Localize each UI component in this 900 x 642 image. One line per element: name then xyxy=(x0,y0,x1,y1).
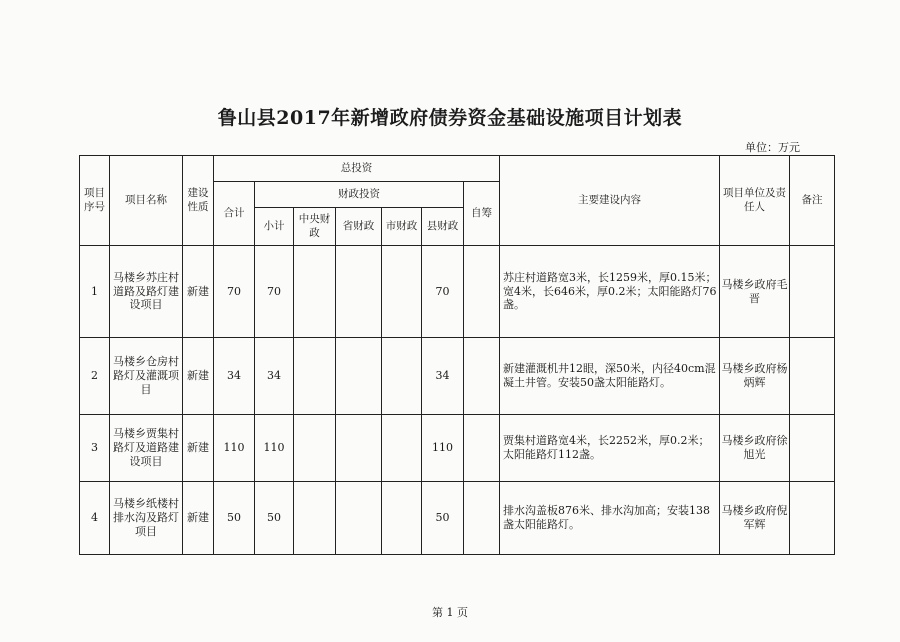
row-subtotal: 110 xyxy=(255,415,294,482)
row-central xyxy=(294,415,336,482)
row-county: 34 xyxy=(422,338,464,415)
row-city xyxy=(382,246,422,338)
row-name: 马楼乡苏庄村道路及路灯建设项目 xyxy=(110,246,183,338)
row-self xyxy=(464,415,500,482)
row-total: 34 xyxy=(214,338,255,415)
row-owner: 马楼乡政府倪军辉 xyxy=(720,482,790,555)
header-nature: 建设性质 xyxy=(183,156,214,246)
row-county: 50 xyxy=(422,482,464,555)
header-remark: 备注 xyxy=(790,156,835,246)
row-city xyxy=(382,338,422,415)
row-province xyxy=(336,482,382,555)
row-subtotal: 34 xyxy=(255,338,294,415)
row-name: 马楼乡仓房村路灯及灌溉项目 xyxy=(110,338,183,415)
row-total: 50 xyxy=(214,482,255,555)
row-central xyxy=(294,482,336,555)
row-self xyxy=(464,338,500,415)
row-province xyxy=(336,415,382,482)
header-city: 市财政 xyxy=(382,208,422,246)
row-name: 马楼乡贾集村路灯及道路建设项目 xyxy=(110,415,183,482)
header-fiscal: 财政投资 xyxy=(255,182,464,208)
page-number: 第 1 页 xyxy=(432,606,468,619)
row-nature: 新建 xyxy=(183,338,214,415)
header-self: 自筹 xyxy=(464,182,500,246)
header-county: 县财政 xyxy=(422,208,464,246)
row-central xyxy=(294,338,336,415)
header-total-investment: 总投资 xyxy=(214,156,500,182)
row-remark xyxy=(790,246,835,338)
row-nature: 新建 xyxy=(183,415,214,482)
row-owner: 马楼乡政府杨炳辉 xyxy=(720,338,790,415)
row-subtotal: 70 xyxy=(255,246,294,338)
header-province: 省财政 xyxy=(336,208,382,246)
row-city xyxy=(382,415,422,482)
header-central: 中央财政 xyxy=(294,208,336,246)
row-total: 70 xyxy=(214,246,255,338)
table-row xyxy=(80,246,835,338)
header-total: 合计 xyxy=(214,182,255,246)
row-no: 1 xyxy=(80,246,110,338)
row-nature: 新建 xyxy=(183,482,214,555)
row-content: 苏庄村道路宽3米，长1259米，厚0.15米；宽4米，长646米，厚0.2米；太阳能路灯76盏。 xyxy=(500,246,720,338)
row-owner: 马楼乡政府徐旭光 xyxy=(720,415,790,482)
row-county: 70 xyxy=(422,246,464,338)
row-subtotal: 50 xyxy=(255,482,294,555)
header-no: 项目序号 xyxy=(80,156,110,246)
page-title: 鲁山县2017年新增政府债券资金基础设施项目计划表 xyxy=(217,107,683,129)
row-content: 贾集村道路宽4米，长2252米，厚0.2米；太阳能路灯112盏。 xyxy=(500,415,720,482)
row-remark xyxy=(790,415,835,482)
row-self xyxy=(464,246,500,338)
row-content: 排水沟盖板876米、排水沟加高；安装138盏太阳能路灯。 xyxy=(500,482,720,555)
row-owner: 马楼乡政府毛晋 xyxy=(720,246,790,338)
row-county: 110 xyxy=(422,415,464,482)
unit-label: 单位：万元 xyxy=(745,141,800,154)
header-unit-owner: 项目单位及责任人 xyxy=(720,156,790,246)
row-no: 3 xyxy=(80,415,110,482)
row-central xyxy=(294,246,336,338)
header-subtotal: 小计 xyxy=(255,208,294,246)
row-remark xyxy=(790,338,835,415)
row-self xyxy=(464,482,500,555)
row-no: 2 xyxy=(80,338,110,415)
table-row xyxy=(80,415,835,482)
header-content: 主要建设内容 xyxy=(500,156,720,246)
row-nature: 新建 xyxy=(183,246,214,338)
row-name: 马楼乡纸楼村排水沟及路灯项目 xyxy=(110,482,183,555)
row-province xyxy=(336,246,382,338)
table-row xyxy=(80,482,835,555)
row-total: 110 xyxy=(214,415,255,482)
row-content: 新建灌溉机井12眼，深50米，内径40cm混凝土井管。安装50盏太阳能路灯。 xyxy=(500,338,720,415)
row-city xyxy=(382,482,422,555)
header-name: 项目名称 xyxy=(110,156,183,246)
row-remark xyxy=(790,482,835,555)
plan-table xyxy=(79,155,835,555)
row-province xyxy=(336,338,382,415)
row-no: 4 xyxy=(80,482,110,555)
table-row xyxy=(80,338,835,415)
